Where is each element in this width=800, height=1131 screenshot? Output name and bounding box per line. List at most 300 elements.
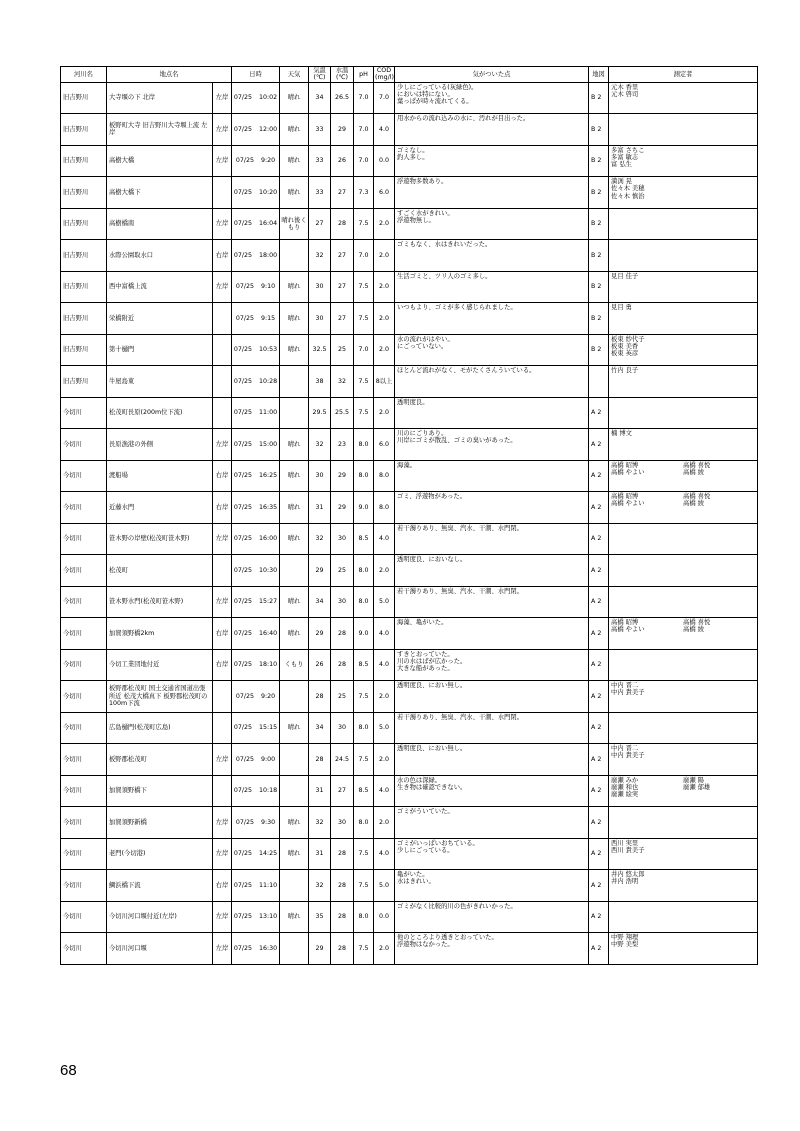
measurer-cell	[609, 429, 758, 461]
river-cell: 旧吉野川	[61, 114, 107, 146]
observation-cell	[395, 523, 589, 555]
measurer-cell	[609, 870, 758, 902]
time-value: 9:00	[261, 755, 276, 763]
map-cell: A 2	[589, 460, 609, 492]
datetime-cell	[232, 807, 280, 839]
site-cell: 水際公園取水口	[107, 240, 213, 272]
ph-cell: 8.0	[354, 460, 374, 492]
table-row	[61, 397, 758, 429]
date-value: 07/25	[233, 881, 253, 889]
observation-cell	[395, 429, 589, 461]
weather-cell: 晴れ	[280, 82, 309, 114]
header-ph: pH	[354, 67, 374, 83]
ph-cell: 7.5	[354, 366, 374, 398]
measurer-name: 高橋 綾	[683, 500, 704, 508]
bank-cell	[213, 712, 232, 744]
observation-cell	[395, 334, 589, 366]
measurer-name: 佐々木 美穂	[611, 185, 645, 193]
air-temp-cell: 34	[309, 586, 331, 618]
measurer-cell	[609, 271, 758, 303]
observation-line: 海藻。	[397, 461, 416, 469]
time-value: 10:53	[259, 346, 278, 354]
measurer-cell	[609, 460, 758, 492]
observation-line: 若干濁りあり、無臭、汽水、干潮、水門閉。	[397, 587, 523, 595]
cod-cell: 6.0	[374, 177, 395, 209]
ph-cell: 7.0	[354, 82, 374, 114]
observation-cell	[395, 240, 589, 272]
weather-cell: 晴れ	[280, 303, 309, 335]
site-cell: 笹木野水門(松茂町笹木野)	[107, 586, 213, 618]
observation-cell	[395, 838, 589, 870]
time-value: 9:20	[261, 692, 276, 700]
map-cell: B 2	[589, 240, 609, 272]
date-value: 07/25	[235, 692, 255, 700]
river-cell: 旧吉野川	[61, 240, 107, 272]
measurer-name: 板東 紗代子	[611, 335, 645, 343]
cod-cell: 8.0	[374, 460, 395, 492]
table-row	[61, 177, 758, 209]
water-survey-table	[60, 66, 758, 965]
ph-cell: 7.5	[354, 838, 374, 870]
ph-cell: 7.3	[354, 177, 374, 209]
water-temp-cell: 23	[331, 429, 354, 461]
measurer-name: 満渕 晃	[611, 178, 632, 186]
cod-cell: 2.0	[374, 397, 395, 429]
map-cell: A 2	[589, 838, 609, 870]
air-temp-cell: 34	[309, 712, 331, 744]
time-value: 9:20	[261, 157, 276, 165]
date-value: 07/25	[233, 913, 253, 921]
observation-line: 生き物は確認できない。	[397, 783, 467, 791]
bank-cell: 右岸	[213, 492, 232, 524]
datetime-cell	[232, 271, 280, 303]
time-value: 10:02	[259, 94, 278, 102]
air-temp-cell: 33	[309, 177, 331, 209]
date-value: 07/25	[233, 724, 253, 732]
header-air-temp-label: 気温	[313, 67, 326, 74]
map-cell: A 2	[589, 807, 609, 839]
observation-cell	[395, 712, 589, 744]
measurer-list	[611, 682, 755, 697]
measurer-list	[611, 336, 755, 358]
ph-cell: 9.0	[354, 618, 374, 650]
water-temp-cell: 29	[331, 492, 354, 524]
time-value: 10:28	[259, 377, 278, 385]
weather-cell	[280, 870, 309, 902]
cod-cell: 2.0	[374, 933, 395, 965]
air-temp-cell: 29	[309, 618, 331, 650]
measurer-name: 板東 美香	[611, 342, 639, 350]
datetime-cell	[232, 649, 280, 681]
cod-cell: 0.0	[374, 145, 395, 177]
table-row	[61, 271, 758, 303]
ph-cell: 7.5	[354, 744, 374, 776]
map-cell: A 2	[589, 901, 609, 933]
header-observation: 気がついた点	[395, 67, 589, 83]
measurer-cell	[609, 397, 758, 429]
site-cell: 広島樋門(松茂町広島)	[107, 712, 213, 744]
water-temp-cell: 26.5	[331, 82, 354, 114]
datetime-cell	[232, 82, 280, 114]
table-body	[61, 82, 758, 964]
bank-cell: 右岸	[213, 240, 232, 272]
datetime-cell	[232, 775, 280, 807]
time-value: 16:40	[259, 629, 278, 637]
weather-cell	[280, 397, 309, 429]
river-cell: 今切川	[61, 618, 107, 650]
date-value: 07/25	[233, 251, 253, 259]
measurer-name: 高橋 やよい	[611, 500, 645, 508]
map-cell: A 2	[589, 492, 609, 524]
observation-line: 川岸にゴミが散乱、ゴミの臭いがあった。	[397, 437, 517, 445]
cod-cell: 2.0	[374, 807, 395, 839]
bank-cell: 左岸	[213, 208, 232, 240]
cod-cell: 2.0	[374, 681, 395, 713]
cod-cell: 2.0	[374, 271, 395, 303]
header-air-temp	[309, 67, 331, 83]
river-cell: 今切川	[61, 838, 107, 870]
observation-line: 川の水はばが広かった。	[397, 657, 467, 665]
date-value: 07/25	[233, 188, 253, 196]
measurer-list	[611, 147, 755, 169]
datetime-cell	[232, 397, 280, 429]
ph-cell: 7.5	[354, 397, 374, 429]
bank-cell: 左岸	[213, 429, 232, 461]
measurer-cell	[609, 712, 758, 744]
time-value: 9:15	[261, 314, 276, 322]
header-datetime: 日時	[232, 67, 280, 83]
measurer-cell	[609, 208, 758, 240]
measurer-name: 高橋 やよい	[611, 626, 645, 634]
measurer-cell	[609, 807, 758, 839]
water-temp-cell: 28	[331, 870, 354, 902]
header-measurer: 測定者	[609, 67, 758, 83]
air-temp-cell: 33	[309, 114, 331, 146]
water-temp-cell: 28	[331, 649, 354, 681]
site-cell: 第十樋門	[107, 334, 213, 366]
datetime-cell	[232, 429, 280, 461]
observation-cell	[395, 397, 589, 429]
measurer-name: 廣瀬 みか	[611, 776, 639, 784]
table-row	[61, 681, 758, 713]
water-temp-cell: 26	[331, 145, 354, 177]
cod-cell: 7.0	[374, 82, 395, 114]
site-cell: 今切川河口堰	[107, 933, 213, 965]
measurer-name: 中内 晋二	[611, 682, 639, 690]
site-cell: 板野郡松茂町 国土交通省国道出張所近 松茂大橋真下 板野郡松茂町の100m下流	[107, 681, 213, 713]
bank-cell: 左岸	[213, 82, 232, 114]
observation-line: ゴミがういていた。	[397, 808, 454, 816]
ph-cell: 9.0	[354, 492, 374, 524]
measurer-name: 元木 香里	[611, 83, 639, 91]
river-cell: 今切川	[61, 429, 107, 461]
map-cell: A 2	[589, 429, 609, 461]
water-temp-cell: 28	[331, 901, 354, 933]
site-cell: 笹木野の岸壁(松茂町笹木野)	[107, 523, 213, 555]
observation-cell	[395, 303, 589, 335]
map-cell: A 2	[589, 555, 609, 587]
map-cell: B 2	[589, 271, 609, 303]
air-temp-cell: 34	[309, 82, 331, 114]
observation-cell	[395, 145, 589, 177]
time-value: 16:04	[259, 220, 278, 228]
date-value: 07/25	[233, 472, 253, 480]
water-temp-cell: 30	[331, 523, 354, 555]
map-cell: A 2	[589, 649, 609, 681]
measurer-list	[611, 871, 755, 886]
measurer-cell	[609, 681, 758, 713]
water-temp-cell: 29	[331, 114, 354, 146]
observation-line: 大きな船があった。	[397, 665, 454, 673]
river-cell: 今切川	[61, 807, 107, 839]
river-cell: 今切川	[61, 712, 107, 744]
datetime-cell	[232, 208, 280, 240]
weather-cell	[280, 555, 309, 587]
map-cell: A 2	[589, 618, 609, 650]
measurer-name: 高橋 昭博	[611, 461, 639, 469]
date-value: 07/25	[235, 157, 255, 165]
measurer-list	[611, 304, 755, 311]
measurer-cell	[609, 618, 758, 650]
bank-cell	[213, 303, 232, 335]
table-row	[61, 901, 758, 933]
date-value: 07/25	[233, 944, 253, 952]
weather-cell: 晴れ	[280, 618, 309, 650]
weather-cell	[280, 933, 309, 965]
water-temp-cell: 25	[331, 555, 354, 587]
measurer-name: 廣瀬 絵実	[611, 791, 639, 799]
measurer-list	[611, 493, 755, 508]
table-row	[61, 775, 758, 807]
datetime-cell	[232, 366, 280, 398]
cod-cell: 2.0	[374, 334, 395, 366]
cod-cell: 6.0	[374, 429, 395, 461]
table-row	[61, 429, 758, 461]
ph-cell: 7.5	[354, 870, 374, 902]
datetime-cell	[232, 145, 280, 177]
datetime-cell	[232, 586, 280, 618]
header-cod	[374, 67, 395, 83]
air-temp-cell: 31	[309, 775, 331, 807]
header-row	[61, 67, 758, 83]
header-water-temp-unit: (℃)	[336, 74, 349, 82]
bank-cell: 右岸	[213, 460, 232, 492]
water-temp-cell: 27	[331, 271, 354, 303]
observation-cell	[395, 82, 589, 114]
measurer-name: 竹内 良子	[611, 367, 639, 375]
site-cell: 鯛浜橋下流	[107, 870, 213, 902]
weather-cell	[280, 240, 309, 272]
measurer-cell	[609, 114, 758, 146]
date-value: 07/25	[233, 94, 253, 102]
observation-line: 水の色は深緑。	[397, 776, 442, 784]
bank-cell	[213, 775, 232, 807]
site-cell: 高樹橋南	[107, 208, 213, 240]
weather-cell: 晴れ	[280, 114, 309, 146]
measurer-name: 西川 貴美子	[611, 846, 645, 854]
bank-cell	[213, 397, 232, 429]
measurer-cell	[609, 775, 758, 807]
measurer-cell	[609, 145, 758, 177]
site-cell: 板野郡松茂町	[107, 744, 213, 776]
date-value: 07/25	[233, 566, 253, 574]
observation-line: 若干濁りあり、無臭、汽水、干潮、水門閉。	[397, 524, 523, 532]
header-cod-unit: (mg/l)	[375, 74, 394, 82]
bank-cell: 右岸	[213, 870, 232, 902]
observation-line: すきとおっていた。	[397, 650, 454, 658]
datetime-cell	[232, 303, 280, 335]
site-cell: 加賀須野新橋	[107, 807, 213, 839]
site-cell: 老門(今切港)	[107, 838, 213, 870]
measurer-name: 中野 美梨	[611, 941, 639, 949]
ph-cell: 7.5	[354, 208, 374, 240]
observation-line: 川のにごりあり。	[397, 430, 448, 438]
river-cell: 今切川	[61, 586, 107, 618]
time-value: 10:20	[259, 188, 278, 196]
bank-cell	[213, 366, 232, 398]
river-cell: 旧吉野川	[61, 208, 107, 240]
river-cell: 今切川	[61, 681, 107, 713]
site-cell: 近藤水門	[107, 492, 213, 524]
table-row	[61, 492, 758, 524]
time-value: 15:15	[259, 724, 278, 732]
observation-cell	[395, 901, 589, 933]
observation-cell	[395, 775, 589, 807]
river-cell: 今切川	[61, 933, 107, 965]
table-row	[61, 618, 758, 650]
date-value: 07/25	[233, 346, 253, 354]
weather-cell	[280, 681, 309, 713]
table-row	[61, 807, 758, 839]
cod-cell: 2.0	[374, 303, 395, 335]
observation-cell	[395, 807, 589, 839]
map-cell: B 2	[589, 82, 609, 114]
measurer-cell	[609, 82, 758, 114]
site-cell: 今切工業団地付近	[107, 649, 213, 681]
measurer-cell	[609, 334, 758, 366]
weather-cell: 晴れ後くもり	[280, 208, 309, 240]
river-cell: 今切川	[61, 744, 107, 776]
bank-cell	[213, 555, 232, 587]
date-value: 07/25	[233, 220, 253, 228]
observation-line: 他のところより透きとおっていた。	[397, 934, 498, 942]
cod-cell: 8.0	[374, 492, 395, 524]
observation-line: 少しにごっている。	[397, 846, 454, 854]
map-cell: A 2	[589, 681, 609, 713]
date-value: 07/25	[233, 629, 253, 637]
header-site: 地点名	[107, 67, 232, 83]
datetime-cell	[232, 523, 280, 555]
measurer-name: 中内 晋二	[611, 745, 639, 753]
map-cell: B 2	[589, 114, 609, 146]
river-cell: 旧吉野川	[61, 82, 107, 114]
measurer-name: 高橋 綾	[683, 626, 704, 634]
measurer-name: 多富 さちこ	[611, 146, 645, 154]
map-cell: B 2	[589, 334, 609, 366]
air-temp-cell: 29	[309, 555, 331, 587]
bank-cell: 左岸	[213, 933, 232, 965]
river-cell: 今切川	[61, 555, 107, 587]
ph-cell: 7.5	[354, 271, 374, 303]
site-cell: 長原漁港の外側	[107, 429, 213, 461]
site-cell: 高樹大橋下	[107, 177, 213, 209]
cod-cell: 4.0	[374, 775, 395, 807]
table-row	[61, 838, 758, 870]
time-value: 12:00	[259, 125, 278, 133]
measurer-cell	[609, 744, 758, 776]
water-temp-cell: 24.5	[331, 744, 354, 776]
weather-cell: 晴れ	[280, 838, 309, 870]
site-cell: 加賀須野橋2km	[107, 618, 213, 650]
measurer-list	[611, 273, 755, 280]
bank-cell: 左岸	[213, 114, 232, 146]
measurer-cell	[609, 838, 758, 870]
map-cell: B 2	[589, 208, 609, 240]
observation-line: ゴミがいっぱいおちている。	[397, 839, 479, 847]
weather-cell: 晴れ	[280, 334, 309, 366]
observation-cell	[395, 114, 589, 146]
observation-line: 透明度良、においなし。	[397, 556, 467, 564]
observation-cell	[395, 492, 589, 524]
map-cell: B 2	[589, 177, 609, 209]
weather-cell: 晴れ	[280, 145, 309, 177]
measurer-name: 高橋 喜悦	[683, 461, 711, 469]
water-temp-cell: 30	[331, 586, 354, 618]
measurer-name: 多富 敏志	[611, 153, 639, 161]
measurer-list	[611, 462, 755, 477]
measurer-name: 井内 浩明	[611, 878, 639, 886]
map-cell: A 2	[589, 712, 609, 744]
measurer-name: 中野 翔理	[611, 934, 639, 942]
water-temp-cell: 29	[331, 460, 354, 492]
air-temp-cell: 38	[309, 366, 331, 398]
date-value: 07/25	[235, 283, 255, 291]
measurer-name: 高橋 やよい	[611, 468, 645, 476]
observation-line: 海藻、亀がいた。	[397, 619, 448, 627]
measurer-list	[611, 367, 755, 374]
measurer-list	[611, 178, 755, 200]
observation-line: ゴミ、浮遊物があった。	[397, 493, 466, 501]
measurer-list	[611, 840, 755, 855]
site-cell: 松茂町	[107, 555, 213, 587]
time-value: 10:30	[259, 566, 278, 574]
measurer-name: 板東 英彦	[611, 350, 639, 358]
observation-cell	[395, 618, 589, 650]
bank-cell: 右岸	[213, 649, 232, 681]
time-value: 13:10	[259, 913, 278, 921]
header-river: 河川名	[61, 67, 107, 83]
table-row	[61, 114, 758, 146]
air-temp-cell: 28	[309, 744, 331, 776]
measurer-list	[611, 84, 755, 99]
ph-cell: 7.0	[354, 145, 374, 177]
weather-cell: くもり	[280, 649, 309, 681]
observation-cell	[395, 681, 589, 713]
ph-cell: 8.0	[354, 807, 374, 839]
observation-line: にごっていない。	[397, 342, 448, 350]
observation-line: ゴミもなく、水はきれいだった。	[397, 241, 492, 249]
time-value: 15:00	[259, 440, 278, 448]
air-temp-cell: 30	[309, 460, 331, 492]
table-row	[61, 334, 758, 366]
bank-cell: 左岸	[213, 901, 232, 933]
observation-line: いつもより、ゴミが多く感じられました。	[397, 304, 517, 312]
river-cell: 旧吉野川	[61, 334, 107, 366]
map-cell: A 2	[589, 775, 609, 807]
water-temp-cell: 28	[331, 618, 354, 650]
weather-cell: 晴れ	[280, 177, 309, 209]
air-temp-cell: 32	[309, 870, 331, 902]
